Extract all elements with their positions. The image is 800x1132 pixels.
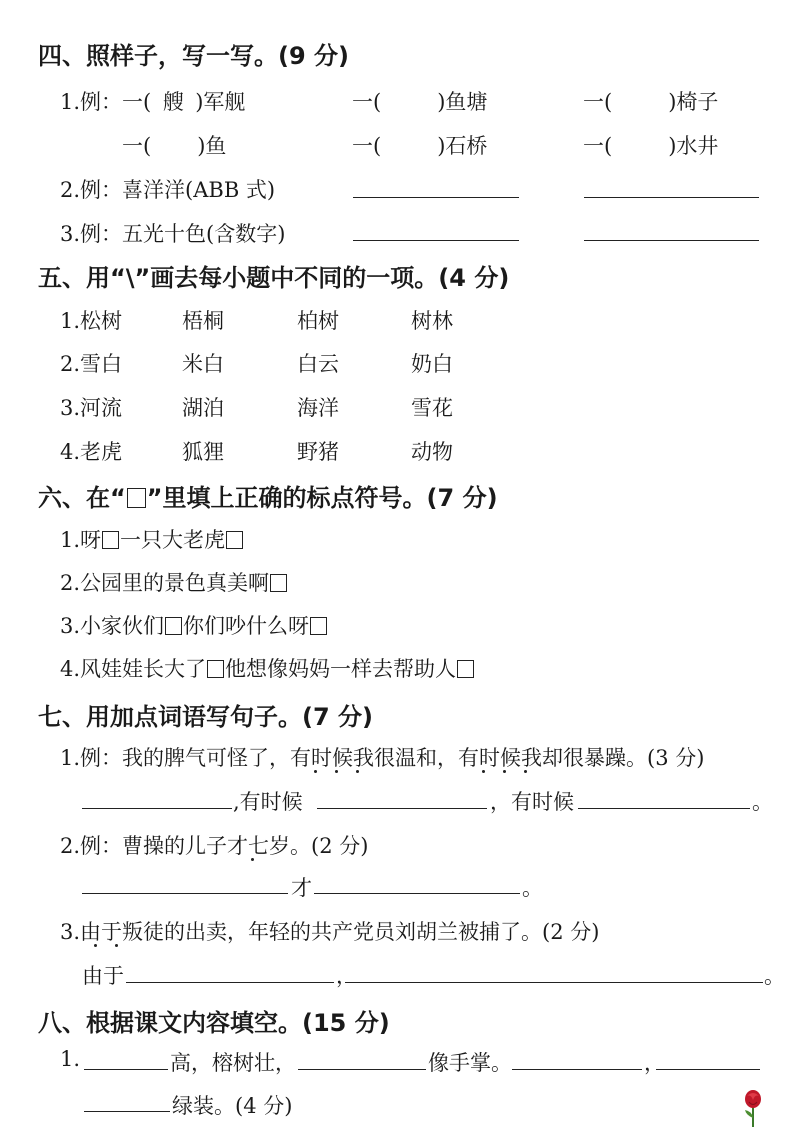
s5-item[interactable]: 海洋 — [297, 396, 339, 420]
section-6-title-a: 六、在“ — [38, 484, 126, 512]
emphasis-dot — [251, 858, 254, 861]
s4-q3-prompt: 3.例：五光十色(含数字) — [60, 222, 286, 246]
s4-q2-prompt: 2.例：喜洋洋(ABB 式) — [60, 178, 276, 202]
punctuation-box[interactable] — [102, 531, 119, 549]
s4-r2-a-prefix: 一( — [122, 134, 152, 158]
s5-item[interactable]: 3.河流 — [60, 396, 123, 420]
s7-q2-mid: 才 — [291, 876, 312, 900]
punctuation-box[interactable] — [165, 617, 182, 635]
s5-item[interactable]: 梧桐 — [182, 309, 224, 333]
s7-q3-prompt: 3.由于叛徒的出卖，年轻的共产党员刘胡兰被捕了。(2 分) — [60, 920, 600, 944]
s7-q3-blank-1[interactable] — [126, 982, 334, 983]
s4-r2-c-tail: )水井 — [668, 134, 719, 158]
s5-item[interactable]: 4.老虎 — [60, 440, 123, 464]
s6-q2-text-a: 2.公园里的景色真美啊 — [60, 571, 270, 595]
s7-q2-blank-2[interactable] — [314, 893, 520, 894]
s5-item[interactable]: 湖泊 — [182, 396, 224, 420]
s7-q2-prompt: 2.例：曹操的儿子才七岁。(2 分) — [60, 834, 369, 858]
s7-q3-comma: ， — [336, 964, 357, 988]
s5-item[interactable]: 奶白 — [411, 352, 453, 376]
section-6-title-b: ”里填上正确的标点符号。(7 分) — [146, 484, 498, 512]
s8-q1-blank-1[interactable] — [84, 1069, 168, 1070]
s6-q3-text-a: 3.小家伙们 — [60, 614, 165, 638]
s4-r1-b-prefix: 一( — [352, 90, 382, 114]
s4-q2-blank-1[interactable] — [353, 197, 519, 198]
s4-r1-c-prefix: 一( — [583, 90, 613, 114]
emphasis-dot — [503, 770, 506, 773]
s4-example-1-answer: 艘 — [162, 90, 184, 114]
s5-item[interactable]: 狐狸 — [182, 440, 224, 464]
section-8-title: 八、根据课文内容填空。(15 分) — [38, 1009, 390, 1037]
s5-item[interactable]: 2.雪白 — [60, 352, 123, 376]
section-5-title: 五、用“\”画去每小题中不同的一项。(4 分) — [38, 264, 510, 292]
s4-r1-b — [352, 86, 487, 116]
s6-q1-text-b: 一只大老虎 — [120, 528, 226, 552]
section-7-title: 七、用加点词语写句子。(7 分) — [38, 703, 373, 731]
punctuation-box[interactable] — [207, 660, 224, 678]
s7-q2-end: 。 — [522, 876, 543, 900]
rose-icon — [740, 1088, 766, 1128]
s8-q1-num: 1. — [60, 1047, 81, 1071]
s6-q2 — [60, 567, 288, 597]
s4-example-1-tail: )军舰 — [195, 90, 246, 114]
emphasis-dot — [314, 770, 317, 773]
s5-item[interactable]: 野猪 — [297, 440, 339, 464]
s8-q1-blank-5[interactable] — [84, 1111, 170, 1112]
s4-r2-b-prefix: 一( — [352, 134, 382, 158]
s4-q3-blank-2[interactable] — [584, 240, 759, 241]
s4-r2-c-prefix: 一( — [583, 134, 613, 158]
emphasis-dot — [524, 770, 527, 773]
emphasis-dot — [356, 770, 359, 773]
s5-item[interactable]: 动物 — [411, 440, 453, 464]
s8-q1-text-b: 像手掌。 — [428, 1051, 512, 1075]
s7-q3-blank-2[interactable] — [345, 982, 763, 983]
s6-q4-text-a: 4.风娃娃长大了 — [60, 657, 207, 681]
s8-q1-blank-4[interactable] — [656, 1069, 760, 1070]
punctuation-box[interactable] — [226, 531, 243, 549]
s7-q1-blank-1[interactable] — [82, 808, 232, 809]
s7-q3-end: 。 — [764, 964, 785, 988]
s5-item[interactable]: 雪花 — [411, 396, 453, 420]
emphasis-dot — [482, 770, 485, 773]
section-6-title — [38, 478, 498, 513]
s7-q2-blank-1[interactable] — [82, 893, 288, 894]
s7-q1-mid-b: ，有时候 — [490, 790, 574, 814]
empty-box-icon — [127, 488, 146, 508]
s4-q2-blank-2[interactable] — [584, 197, 759, 198]
s4-example-1-label: 1.例：一( — [60, 90, 152, 114]
emphasis-dot — [94, 944, 97, 947]
s7-q1-end: 。 — [752, 790, 773, 814]
s4-r2-b-tail: )石桥 — [437, 134, 488, 158]
s6-q3-text-b: 你们吵什么呀 — [183, 614, 310, 638]
s6-q4-text-b: 他想像妈妈一样去帮助人 — [225, 657, 457, 681]
s8-q1-text-a: 高，榕树壮， — [170, 1051, 296, 1075]
s5-item[interactable]: 米白 — [182, 352, 224, 376]
s4-r2-a — [122, 130, 226, 160]
s8-q1-blank-2[interactable] — [298, 1069, 426, 1070]
punctuation-box[interactable] — [270, 574, 287, 592]
s7-q1-mid-a: ,有时候 — [233, 790, 303, 814]
s6-q1 — [60, 524, 244, 554]
s6-q3 — [60, 610, 328, 640]
s4-r2-c — [583, 130, 718, 160]
s7-q1-prompt: 1.例：我的脾气可怪了，有时候我很温和，有时候我却很暴躁。(3 分) — [60, 746, 705, 770]
s7-q3-start: 由于 — [82, 964, 124, 988]
punctuation-box[interactable] — [457, 660, 474, 678]
section-4-title: 四、照样子，写一写。(9 分) — [38, 42, 349, 70]
s7-q1-blank-2[interactable] — [317, 808, 487, 809]
punctuation-box[interactable] — [310, 617, 327, 635]
s5-item[interactable]: 1.松树 — [60, 309, 123, 333]
s4-r1-c-tail: )椅子 — [668, 90, 719, 114]
s4-r1-c — [583, 86, 718, 116]
s5-item[interactable]: 树林 — [411, 309, 453, 333]
emphasis-dot — [115, 944, 118, 947]
s4-example-1 — [60, 86, 245, 116]
s8-q1-text-d: 绿装。(4 分) — [172, 1094, 293, 1118]
s7-q1-blank-3[interactable] — [578, 808, 750, 809]
s8-q1-text-c: ， — [644, 1051, 665, 1075]
s6-q4 — [60, 653, 475, 683]
s4-r2-b — [352, 130, 487, 160]
s6-q1-text-a: 1.呀 — [60, 528, 102, 552]
s8-q1-blank-3[interactable] — [512, 1069, 642, 1070]
emphasis-dot — [335, 770, 338, 773]
s4-q3-blank-1[interactable] — [353, 240, 519, 241]
s4-r1-b-tail: )鱼塘 — [437, 90, 488, 114]
s5-item[interactable]: 白云 — [297, 352, 339, 376]
s4-r2-a-tail: )鱼 — [197, 134, 227, 158]
s5-item[interactable]: 柏树 — [297, 309, 339, 333]
